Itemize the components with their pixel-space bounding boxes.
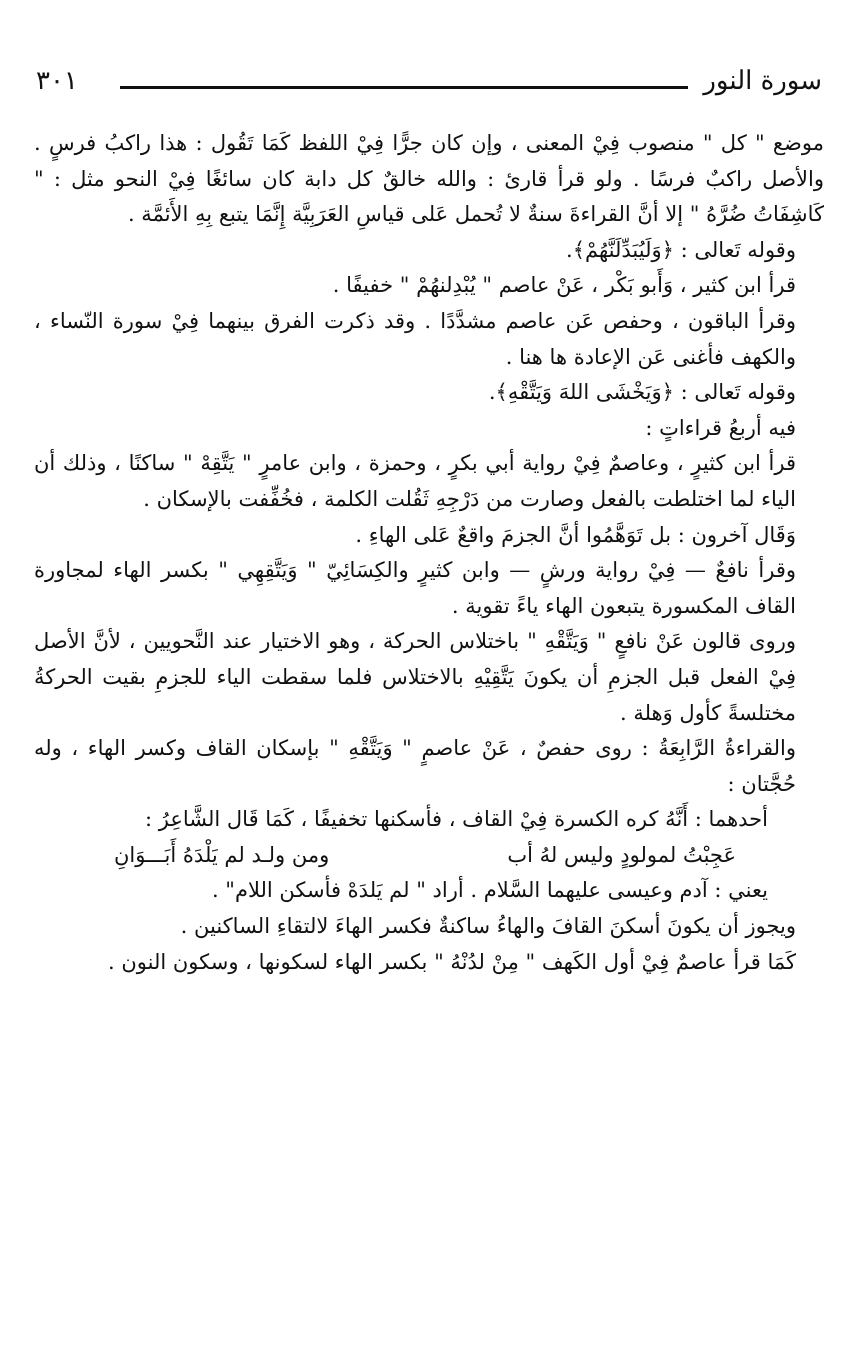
paragraph: قرأ ابن كثير ، وَأَبو بَكْر ، عَنْ عاصم " يُبْدِلنهُمْ " خفيفًا . bbox=[332, 273, 796, 298]
header-rule bbox=[120, 86, 688, 89]
paragraph: فيه أربعُ قراءاتٍ : bbox=[645, 415, 796, 440]
paragraph: والقراءةُ الرَّابِعَةُ : روى حفصٌ ، عَنْ عاصمٍ " وَيَتَّقْهِ " بإسكان القاف وكسر الهاء ، وله حُجَّتان : bbox=[34, 736, 796, 796]
poem-left-hemistich: ومن ولـد لم يَلْدَهُ أَبَـــوَانِ bbox=[114, 842, 330, 867]
poem-verse bbox=[34, 838, 824, 874]
paragraph: وروى قالون عَنْ نافعٍ " وَيَتَّقْهِ " باختلاس الحركة ، وهو الاختيار عند النَّحويين ، لأنَّ الأصل فِيْ الفعل قبل الجزمِ أن يكونَ يَتَّقِيْهِ بالاختلاس فلما سقطت الياء للجزمِ بقيت الحركةُ مختلسةً كأول وَهلة . bbox=[34, 629, 796, 725]
paragraph: أحدهما : أَنَّهُ كره الكسرة فِيْ القاف ، فأسكنها تخفيفًا ، كَمَا قَال الشَّاعِرُ : bbox=[145, 807, 768, 832]
paragraph: كَمَا قرأ عاصمٌ فِيْ أول الكَهف " مِنْ لدُنْهُ " بكسر الهاء لسكونها ، وسكون النون . bbox=[108, 949, 796, 974]
paragraph: وقرأ الباقون ، وحفص عَن عاصم مشدَّدًا . وقد ذكرت الفرق بينهما فِيْ سورة النّساء ، والكهف فأغنى عَن الإعادة ها هنا . bbox=[34, 308, 796, 369]
paragraph: يعني : آدم وعيسى عليهما السَّلام . أراد " لم يَلدَهْ فأسكن اللام" . bbox=[211, 878, 768, 903]
running-header bbox=[36, 62, 822, 108]
page-number: ٣٠١ bbox=[36, 66, 78, 96]
paragraph: ويجوز أن يكونَ أسكنَ القافَ والهاءُ ساكنةٌ فكسر الهاءَ لالتقاءِ الساكنين . bbox=[180, 914, 796, 939]
paragraph: وقرأ نافعٌ — فِيْ رواية ورشٍ — وابن كثيرٍ والكِسَائِيّ " وَيَتَّقِهِي " بكسر الهاء لمجاورة القاف المكسورة يتبعون الهاء ياءً تقوية . bbox=[34, 558, 796, 618]
paragraph: موضع " كل " منصوب فِيْ المعنى ، وإن كان جرًّا فِيْ اللفظ كَمَا تَقُول : هذا راكبُ فرسٍ . والأصل راكبٌ فرسًا . ولو قرأ قارئ : والله خالقٌ كل دابة كان سائغًا فِيْ النحو مثل : " كَاشِفَاتُ ضُرَّهُ " إلا أنَّ القراءةَ سنةٌ لا تُحمل عَلى قياسِ العَرَبِيَّة إِنَّمَا يتبع بِهِ الأَئمَّة . bbox=[34, 131, 824, 227]
paragraph: قرأ ابن كثيرٍ ، وعاصمٌ فِيْ رواية أبي بكرٍ ، وحمزة ، وابن عامرٍ " يَتَّقِهْ " ساكنًا ، وذلك أن الياء لما اختلطت بالفعل وصارت من دَرْجِهِ ثَقُلت الكلمة ، فخُفِّفت بالإسكان . bbox=[34, 451, 796, 511]
surah-title: سورة النور bbox=[703, 66, 822, 96]
paragraph: وقوله تَعالى : ﴿وَلَيُبَدِّلَنَّهُمْ﴾. bbox=[566, 237, 796, 262]
poem-right-hemistich: عَجِبْتُ لمولودٍ وليس لهُ أب bbox=[507, 842, 736, 867]
paragraph: وَقَال آخرون : بل تَوَهَّمُوا أنَّ الجزمَ واقعٌ عَلى الهاءِ . bbox=[355, 522, 796, 547]
paragraph: وقوله تَعالى : ﴿وَيَخْشَى اللهَ وَيَتَّقْهِ﴾. bbox=[488, 380, 796, 405]
page-body bbox=[34, 126, 824, 980]
